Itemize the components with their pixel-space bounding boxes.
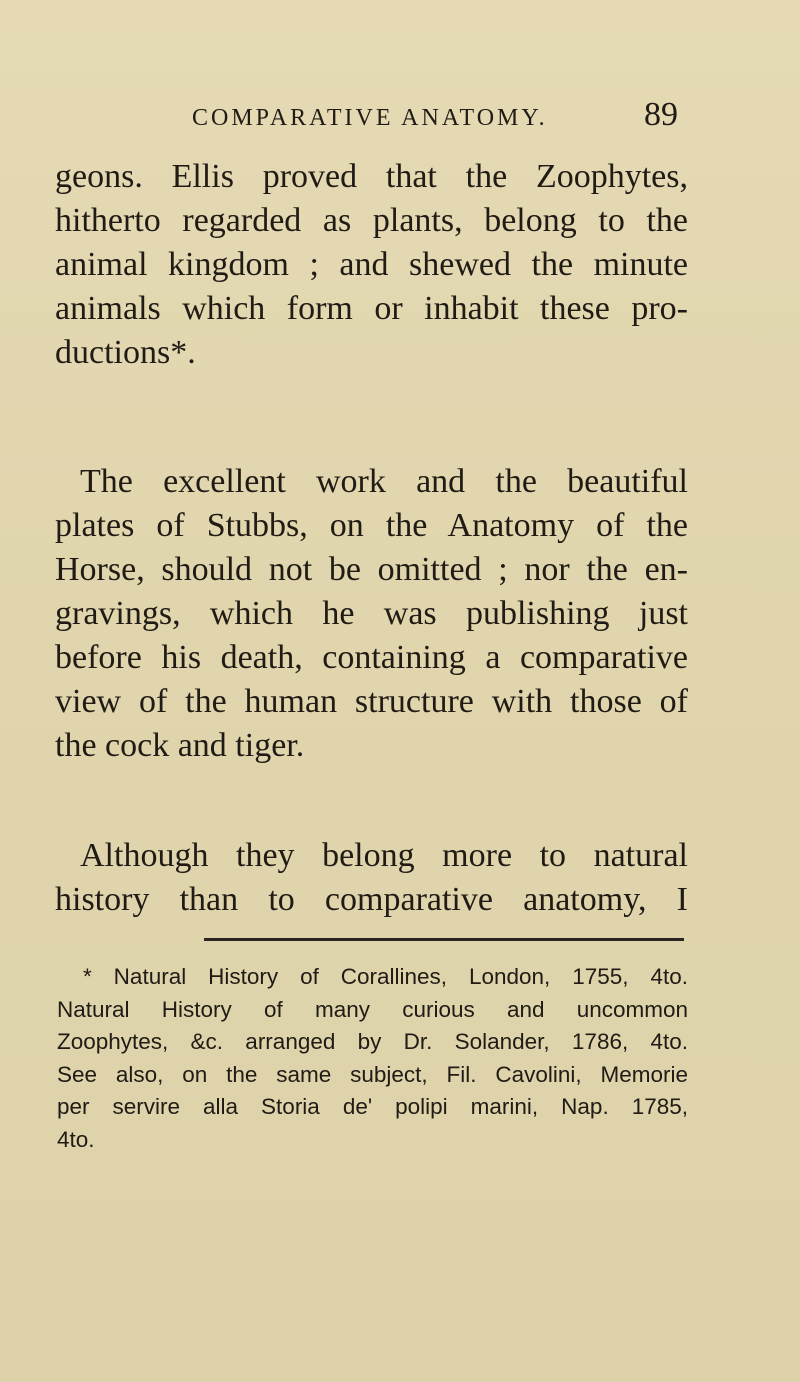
text-line: history than to comparative anatomy, I [55, 881, 688, 918]
text-line: geons. Ellis proved that the Zoophytes, [55, 158, 688, 195]
text-line: ductions*. [55, 334, 196, 371]
text-line: Horse, should not be omitted ; nor the en- [55, 551, 688, 588]
text-line: the cock and tiger. [55, 727, 305, 764]
footnote [57, 961, 688, 1156]
text-line: animal kingdom ; and shewed the minute [55, 246, 688, 283]
text-line: gravings, which he was publishing just [55, 595, 688, 632]
text-line: hitherto regarded as plants, belong to the [55, 202, 688, 239]
footnote-line: See also, on the same subject, Fil. Cavolini, Memorie [57, 1061, 688, 1087]
paragraph-2 [55, 460, 688, 768]
footnote-rule [204, 938, 684, 941]
running-head [150, 96, 678, 136]
paragraph-3 [55, 834, 688, 922]
text-line: The excellent work and the beautiful [80, 463, 688, 500]
running-title: COMPARATIVE ANATOMY. [192, 105, 548, 131]
text-line: before his death, containing a comparative [55, 639, 688, 676]
page-number: 89 [644, 96, 678, 133]
text-line: Although they belong more to natural [80, 837, 688, 874]
text-line: plates of Stubbs, on the Anatomy of the [55, 507, 688, 544]
footnote-line: per servire alla Storia de' polipi marini, Nap. 1785, [57, 1094, 688, 1119]
footnote-line: 4to. [57, 1126, 95, 1152]
paragraph-1 [55, 155, 688, 375]
footnote-line: Natural History of many curious and uncommon [57, 996, 688, 1022]
text-line: animals which form or inhabit these pro- [55, 290, 688, 327]
text-line: view of the human structure with those of [55, 683, 688, 720]
footnote-line: * Natural History of Corallines, London, 1755, 4to. [83, 964, 688, 989]
footnote-line: Zoophytes, &c. arranged by Dr. Solander, 1786, 4to. [57, 1029, 688, 1054]
